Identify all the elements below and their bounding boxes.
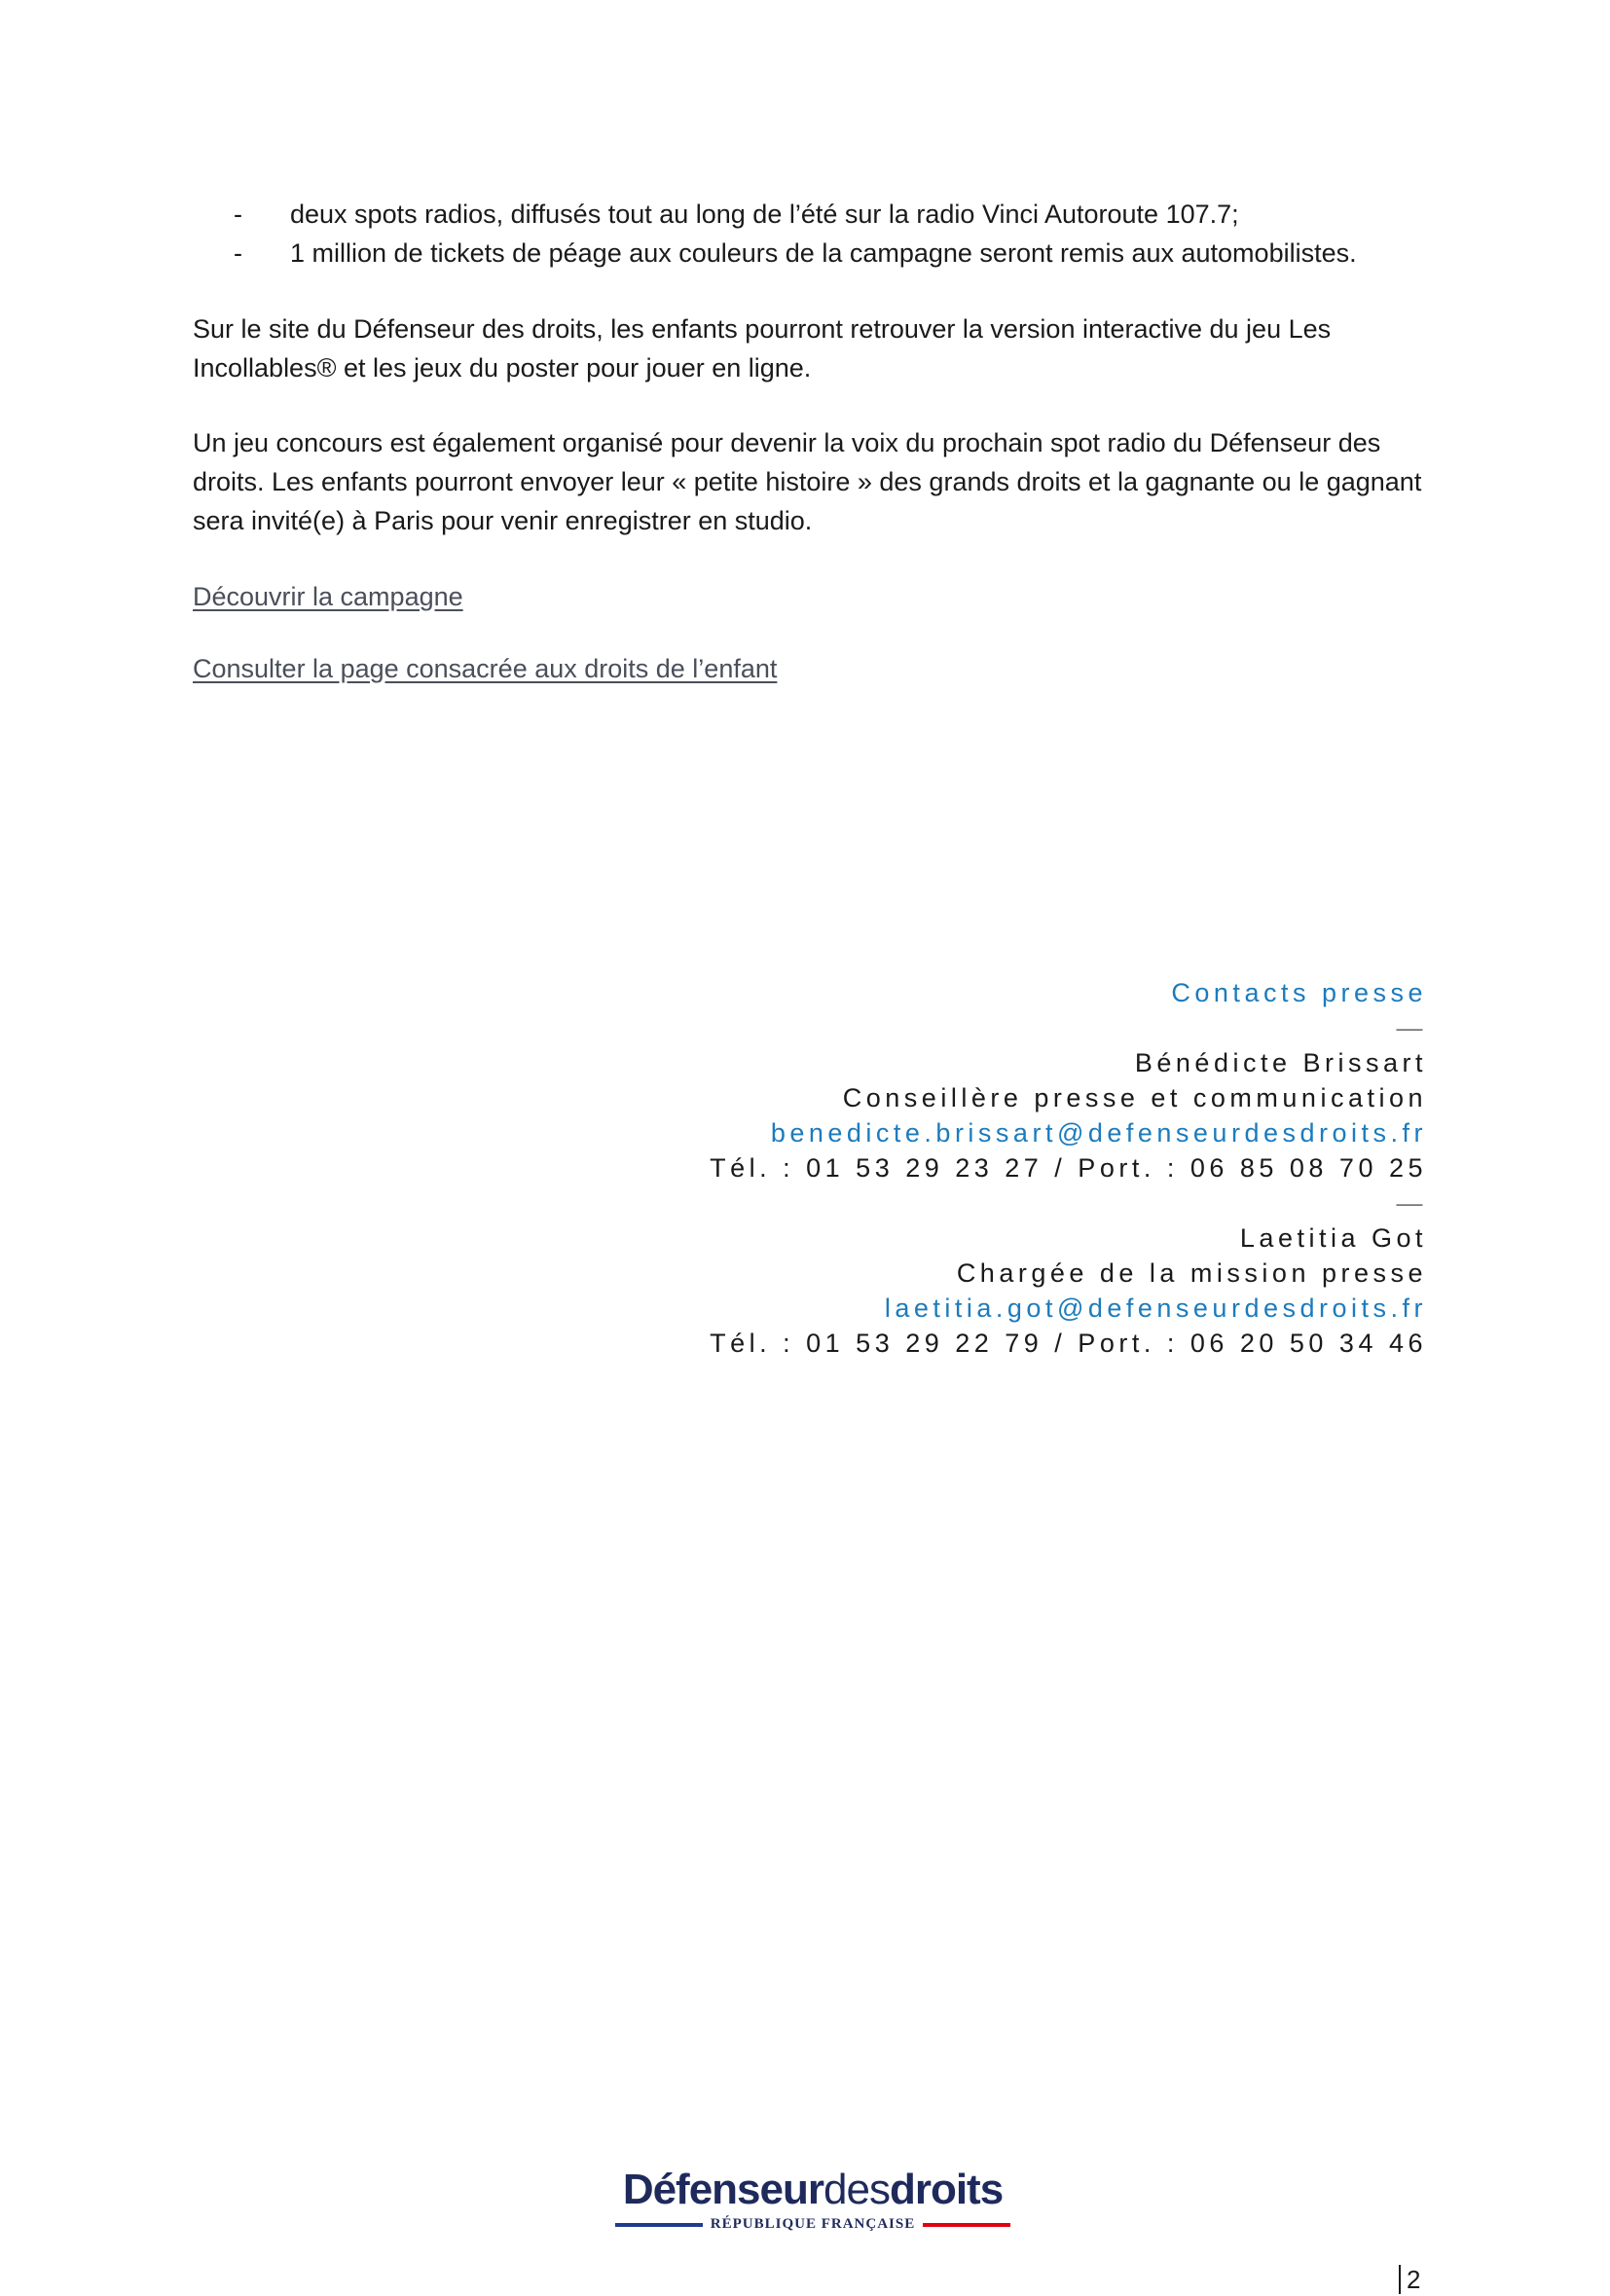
logo-republique-text: RÉPUBLIQUE FRANÇAISE (710, 2216, 916, 2232)
logo-republique-row (613, 2216, 1012, 2233)
bullet-marker: - (234, 238, 242, 268)
logo-word-defenseur: Défenseur (622, 2166, 823, 2213)
contact-email-link[interactable]: laetitia.got@defenseurdesdroits.fr (884, 1294, 1427, 1323)
contacts-separator: — (1396, 1188, 1427, 1218)
contact-phone: Tél. : 01 53 29 23 27 / Port. : 06 85 08 70 25 (710, 1153, 1427, 1183)
page-number (1399, 2263, 1420, 2296)
paragraph-online-games: Sur le site du Défenseur des droits, les enfants pourront retrouver la version interactive du jeu Les Incollables® et les jeux du poster pour jouer en ligne. (193, 314, 1332, 383)
defenseur-des-droits-logo (613, 2166, 1012, 2233)
bullet-item (234, 195, 1441, 234)
contact-name: Laetitia Got (1239, 1223, 1427, 1253)
bullet-text: deux spots radios, diffusés tout au long de l’été sur la radio Vinci Autoroute 107.7; (290, 200, 1239, 229)
logo-wordmark (613, 2166, 1012, 2214)
contacts-separator: — (1396, 1013, 1427, 1042)
contact-phone: Tél. : 01 53 29 22 79 / Port. : 06 20 50 34 46 (710, 1329, 1427, 1358)
press-contacts (710, 975, 1427, 1361)
flag-red-bar (923, 2223, 1010, 2227)
bullet-list (234, 195, 1441, 273)
bullet-text: 1 million de tickets de péage aux couleurs de la campagne seront remis aux automobilistes. (290, 238, 1357, 268)
page-number-value: 2 (1407, 2264, 1421, 2294)
discover-campaign-link[interactable]: Découvrir la campagne (193, 582, 463, 611)
bullet-item (234, 234, 1441, 273)
contact-name: Bénédicte Brissart (1134, 1048, 1427, 1077)
paragraph-contest: Un jeu concours est également organisé pour devenir la voix du prochain spot radio du Défenseur des droits. Les enfants pourront envoyer leur « petite histoire » des grands droits et la gagnante ou le gagnant sera invité(e) à Paris pour venir enregistrer en studio. (193, 428, 1422, 535)
contact-role: Conseillère presse et communication (842, 1083, 1427, 1112)
contacts-title: Contacts presse (1171, 978, 1427, 1007)
logo-word-droits: droits (889, 2166, 1004, 2213)
logo-word-des: des (823, 2166, 890, 2213)
contact-email-link[interactable]: benedicte.brissart@defenseurdesdroits.fr (770, 1118, 1427, 1148)
page-number-divider (1399, 2265, 1401, 2294)
flag-blue-bar (615, 2223, 703, 2227)
contact-role: Chargée de la mission presse (956, 1258, 1427, 1288)
bullet-marker: - (234, 200, 242, 229)
child-rights-page-link[interactable]: Consulter la page consacrée aux droits de l’enfant (193, 654, 778, 683)
